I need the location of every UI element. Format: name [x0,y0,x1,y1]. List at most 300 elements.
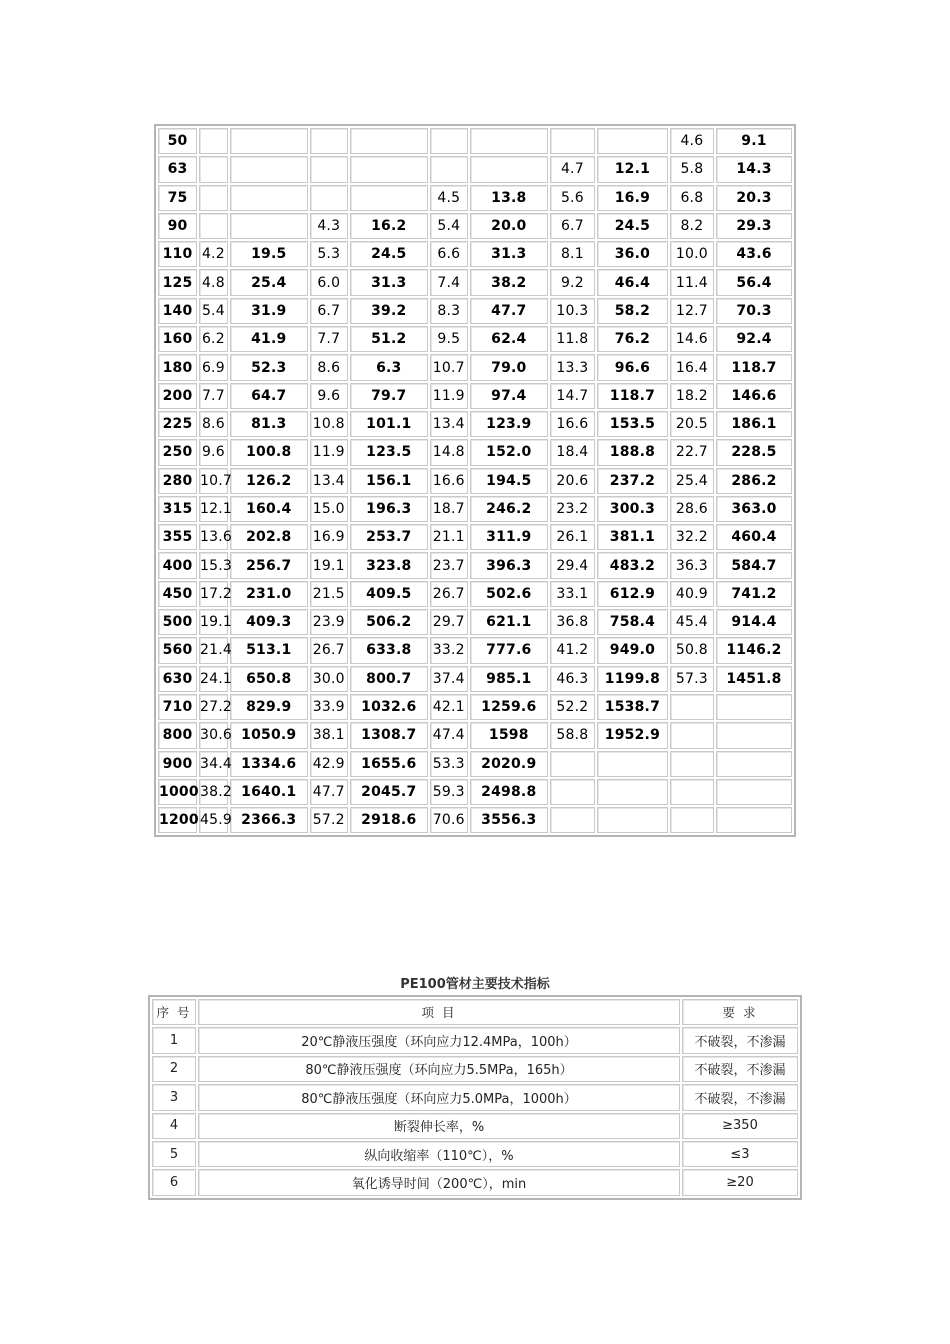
nominal-diameter-cell: 315 [158,496,197,522]
wall-thickness-cell: 10.7 [199,468,228,494]
wall-thickness-cell: 6.6 [430,241,468,267]
wall-thickness-cell: 7.4 [430,269,468,295]
weight-cell: 31.3 [350,269,428,295]
weight-cell: 56.4 [716,269,792,295]
weight-cell: 949.0 [597,637,668,663]
wall-thickness-cell: 9.6 [199,439,228,465]
weight-cell: 506.2 [350,609,428,635]
weight-cell: 79.0 [470,354,548,380]
nominal-diameter-cell: 63 [158,156,197,182]
weight-cell: 123.9 [470,411,548,437]
nominal-diameter-cell: 355 [158,524,197,550]
weight-cell: 1146.2 [716,637,792,663]
weight-cell: 650.8 [230,666,308,692]
weight-cell: 39.2 [350,298,428,324]
wall-thickness-cell: 5.4 [199,298,228,324]
wall-thickness-cell: 14.8 [430,439,468,465]
weight-cell: 160.4 [230,496,308,522]
weight-cell: 2918.6 [350,807,428,833]
weight-cell: 1050.9 [230,722,308,748]
weight-cell [230,213,308,239]
requirement-cell: 不破裂，不渗漏 [682,1084,798,1110]
table-row [158,722,792,748]
weight-cell [230,185,308,211]
wall-thickness-cell: 10.8 [310,411,348,437]
wall-thickness-cell: 5.4 [430,213,468,239]
table-row [158,609,792,635]
wall-thickness-cell: 47.7 [310,779,348,805]
wall-thickness-cell: 6.8 [670,185,714,211]
weight-cell: 584.7 [716,552,792,578]
weight-cell: 409.5 [350,581,428,607]
table-row [152,1141,798,1167]
table-row [158,383,792,409]
header-item: 项 目 [198,999,680,1025]
weight-cell: 152.0 [470,439,548,465]
weight-cell: 1308.7 [350,722,428,748]
table-row [158,269,792,295]
tech-spec-title: PE100管材主要技术指标 [400,977,550,992]
wall-thickness-cell: 17.2 [199,581,228,607]
weight-cell: 24.5 [597,213,668,239]
weight-cell: 29.3 [716,213,792,239]
table-row [158,637,792,663]
table-row [158,411,792,437]
nominal-diameter-cell: 1200 [158,807,197,833]
weight-cell: 12.1 [597,156,668,182]
weight-cell: 16.2 [350,213,428,239]
requirement-cell: 不破裂，不渗漏 [682,1056,798,1082]
weight-cell: 81.3 [230,411,308,437]
weight-cell [350,128,428,154]
wall-thickness-cell: 30.0 [310,666,348,692]
wall-thickness-cell: 15.3 [199,552,228,578]
wall-thickness-cell [670,807,714,833]
weight-cell: 194.5 [470,468,548,494]
wall-thickness-cell [550,751,595,777]
wall-thickness-cell: 34.4 [199,751,228,777]
weight-cell: 19.5 [230,241,308,267]
wall-thickness-cell: 12.1 [199,496,228,522]
table-row [152,1084,798,1110]
table-row [158,326,792,352]
wall-thickness-cell: 4.2 [199,241,228,267]
weight-cell: 460.4 [716,524,792,550]
weight-cell [597,779,668,805]
weight-cell: 1032.6 [350,694,428,720]
wall-thickness-cell: 16.6 [430,468,468,494]
weight-cell: 43.6 [716,241,792,267]
wall-thickness-cell: 13.4 [310,468,348,494]
weight-cell: 36.0 [597,241,668,267]
weight-cell: 246.2 [470,496,548,522]
wall-thickness-cell [310,156,348,182]
wall-thickness-cell [430,128,468,154]
weight-cell: 300.3 [597,496,668,522]
table-row [158,128,792,154]
requirement-cell: ≤3 [682,1141,798,1167]
wall-thickness-cell [670,722,714,748]
nominal-diameter-cell: 125 [158,269,197,295]
wall-thickness-cell: 38.2 [199,779,228,805]
wall-thickness-cell: 11.9 [430,383,468,409]
weight-cell: 1538.7 [597,694,668,720]
weight-cell [597,807,668,833]
weight-cell: 20.0 [470,213,548,239]
weight-cell: 6.3 [350,354,428,380]
wall-thickness-cell: 6.7 [550,213,595,239]
wall-thickness-cell: 4.6 [670,128,714,154]
weight-cell: 758.4 [597,609,668,635]
weight-cell: 38.2 [470,269,548,295]
wall-thickness-cell [199,128,228,154]
nominal-diameter-cell: 710 [158,694,197,720]
wall-thickness-cell [430,156,468,182]
weight-cell: 100.8 [230,439,308,465]
weight-cell: 800.7 [350,666,428,692]
wall-thickness-cell: 32.2 [670,524,714,550]
nominal-diameter-cell: 280 [158,468,197,494]
nominal-diameter-cell: 140 [158,298,197,324]
weight-cell: 231.0 [230,581,308,607]
table-row [158,439,792,465]
nominal-diameter-cell: 450 [158,581,197,607]
wall-thickness-cell: 59.3 [430,779,468,805]
weight-cell: 1199.8 [597,666,668,692]
weight-cell [230,128,308,154]
wall-thickness-cell: 6.9 [199,354,228,380]
wall-thickness-cell: 19.1 [310,552,348,578]
weight-cell: 97.4 [470,383,548,409]
wall-thickness-cell: 20.5 [670,411,714,437]
weight-cell: 2498.8 [470,779,548,805]
nominal-diameter-cell: 90 [158,213,197,239]
weight-cell [716,722,792,748]
wall-thickness-cell: 30.6 [199,722,228,748]
nominal-diameter-cell: 200 [158,383,197,409]
weight-cell: 1640.1 [230,779,308,805]
weight-cell: 741.2 [716,581,792,607]
table-row [158,694,792,720]
weight-cell: 123.5 [350,439,428,465]
wall-thickness-cell: 14.7 [550,383,595,409]
wall-thickness-cell: 26.7 [310,637,348,663]
weight-cell: 146.6 [716,383,792,409]
weight-cell: 363.0 [716,496,792,522]
weight-cell: 228.5 [716,439,792,465]
wall-thickness-cell: 12.7 [670,298,714,324]
table-row [158,185,792,211]
header-requirement: 要 求 [682,999,798,1025]
wall-thickness-cell [550,779,595,805]
wall-thickness-cell: 11.9 [310,439,348,465]
wall-thickness-cell: 10.0 [670,241,714,267]
weight-cell: 58.2 [597,298,668,324]
table-row [158,581,792,607]
weight-cell: 513.1 [230,637,308,663]
wall-thickness-cell: 6.2 [199,326,228,352]
wall-thickness-cell: 50.8 [670,637,714,663]
weight-cell [716,694,792,720]
nominal-diameter-cell: 400 [158,552,197,578]
tech-spec-table-body [152,1027,798,1195]
weight-cell: 483.2 [597,552,668,578]
table-row [152,1056,798,1082]
nominal-diameter-cell: 225 [158,411,197,437]
weight-cell: 31.3 [470,241,548,267]
wall-thickness-cell: 6.0 [310,269,348,295]
wall-thickness-cell: 5.6 [550,185,595,211]
nominal-diameter-cell: 1000 [158,779,197,805]
weight-cell: 41.9 [230,326,308,352]
wall-thickness-cell: 8.6 [199,411,228,437]
weight-cell: 396.3 [470,552,548,578]
weight-cell: 52.3 [230,354,308,380]
weight-cell: 777.6 [470,637,548,663]
weight-cell: 20.3 [716,185,792,211]
weight-cell: 1451.8 [716,666,792,692]
weight-cell: 202.8 [230,524,308,550]
wall-thickness-cell: 36.3 [670,552,714,578]
table-row [158,751,792,777]
nominal-diameter-cell: 75 [158,185,197,211]
wall-thickness-cell: 33.9 [310,694,348,720]
weight-cell: 118.7 [597,383,668,409]
weight-cell: 24.5 [350,241,428,267]
wall-thickness-cell [550,807,595,833]
wall-thickness-cell: 4.8 [199,269,228,295]
nominal-diameter-cell: 250 [158,439,197,465]
wall-thickness-cell: 18.4 [550,439,595,465]
weight-cell [716,779,792,805]
wall-thickness-cell: 46.3 [550,666,595,692]
weight-cell: 186.1 [716,411,792,437]
weight-cell: 914.4 [716,609,792,635]
weight-cell [716,751,792,777]
wall-thickness-cell: 40.9 [670,581,714,607]
wall-thickness-cell: 6.7 [310,298,348,324]
item-cell: 氧化诱导时间（200℃），min [198,1169,680,1195]
table-row [158,298,792,324]
table-row [152,1169,798,1195]
weight-cell: 237.2 [597,468,668,494]
requirement-cell: ≥350 [682,1113,798,1139]
wall-thickness-cell: 4.5 [430,185,468,211]
wall-thickness-cell: 42.9 [310,751,348,777]
wall-thickness-cell: 13.3 [550,354,595,380]
wall-thickness-cell: 53.3 [430,751,468,777]
weight-cell: 46.4 [597,269,668,295]
table-row [158,354,792,380]
weight-cell [597,128,668,154]
weight-cell: 409.3 [230,609,308,635]
weight-cell [470,128,548,154]
weight-cell: 51.2 [350,326,428,352]
weight-cell: 64.7 [230,383,308,409]
wall-thickness-cell [310,128,348,154]
wall-thickness-cell: 70.6 [430,807,468,833]
nominal-diameter-cell: 900 [158,751,197,777]
weight-cell: 311.9 [470,524,548,550]
table-row [152,1113,798,1139]
weight-cell: 256.7 [230,552,308,578]
wall-thickness-cell: 24.1 [199,666,228,692]
wall-thickness-cell: 33.1 [550,581,595,607]
wall-thickness-cell: 5.3 [310,241,348,267]
wall-thickness-cell: 8.2 [670,213,714,239]
weight-cell: 9.1 [716,128,792,154]
wall-thickness-cell: 41.2 [550,637,595,663]
wall-thickness-cell: 7.7 [310,326,348,352]
weight-cell: 62.4 [470,326,548,352]
item-cell: 断裂伸长率，% [198,1113,680,1139]
weight-cell: 153.5 [597,411,668,437]
weight-cell [230,156,308,182]
table-row [158,468,792,494]
wall-thickness-cell: 8.1 [550,241,595,267]
wall-thickness-cell: 21.1 [430,524,468,550]
nominal-diameter-cell: 560 [158,637,197,663]
weight-cell [716,807,792,833]
wall-thickness-cell: 33.2 [430,637,468,663]
weight-cell: 2366.3 [230,807,308,833]
wall-thickness-cell: 13.6 [199,524,228,550]
table-row [158,779,792,805]
wall-thickness-cell: 23.7 [430,552,468,578]
serial-cell: 1 [152,1027,196,1053]
wall-thickness-cell: 26.7 [430,581,468,607]
wall-thickness-cell: 19.1 [199,609,228,635]
tech-spec-header-row [152,999,798,1025]
wall-thickness-cell: 9.6 [310,383,348,409]
weight-cell: 92.4 [716,326,792,352]
wall-thickness-cell: 47.4 [430,722,468,748]
table-row [158,524,792,550]
weight-cell: 188.8 [597,439,668,465]
weight-cell: 1259.6 [470,694,548,720]
item-cell: 20℃静液压强度（环向应力12.4MPa，100h） [198,1027,680,1053]
wall-thickness-cell: 23.2 [550,496,595,522]
wall-thickness-cell: 8.6 [310,354,348,380]
table-row [158,666,792,692]
weight-cell: 25.4 [230,269,308,295]
wall-thickness-cell [199,156,228,182]
serial-cell: 2 [152,1056,196,1082]
wall-thickness-cell: 26.1 [550,524,595,550]
nominal-diameter-cell: 800 [158,722,197,748]
wall-thickness-cell [310,185,348,211]
wall-thickness-cell [199,213,228,239]
wall-thickness-cell: 11.8 [550,326,595,352]
wall-thickness-cell: 25.4 [670,468,714,494]
table-row [158,552,792,578]
wall-thickness-cell [670,779,714,805]
wall-thickness-cell: 10.7 [430,354,468,380]
item-cell: 80℃静液压强度（环向应力5.5MPa，165h） [198,1056,680,1082]
wall-thickness-cell: 52.2 [550,694,595,720]
weight-cell: 3556.3 [470,807,548,833]
nominal-diameter-cell: 160 [158,326,197,352]
wall-thickness-cell: 4.7 [550,156,595,182]
wall-thickness-cell: 23.9 [310,609,348,635]
wall-thickness-cell [550,128,595,154]
wall-thickness-cell: 10.3 [550,298,595,324]
weight-cell: 502.6 [470,581,548,607]
wall-thickness-cell: 21.4 [199,637,228,663]
wall-thickness-cell [670,694,714,720]
table-row [158,241,792,267]
item-cell: 80℃静液压强度（环向应力5.0MPa，1000h） [198,1084,680,1110]
serial-cell: 5 [152,1141,196,1167]
wall-thickness-cell: 37.4 [430,666,468,692]
wall-thickness-cell: 8.3 [430,298,468,324]
weight-cell: 14.3 [716,156,792,182]
wall-thickness-cell: 18.2 [670,383,714,409]
pipe-dimension-table [154,124,796,837]
weight-cell: 47.7 [470,298,548,324]
weight-cell: 101.1 [350,411,428,437]
table-row [158,807,792,833]
wall-thickness-cell: 16.6 [550,411,595,437]
wall-thickness-cell: 9.5 [430,326,468,352]
nominal-diameter-cell: 50 [158,128,197,154]
weight-cell: 612.9 [597,581,668,607]
wall-thickness-cell: 29.4 [550,552,595,578]
table-row [158,213,792,239]
wall-thickness-cell: 29.7 [430,609,468,635]
weight-cell: 118.7 [716,354,792,380]
pipe-dimension-table-body [158,128,792,833]
weight-cell: 829.9 [230,694,308,720]
wall-thickness-cell [670,751,714,777]
weight-cell: 286.2 [716,468,792,494]
requirement-cell: 不破裂，不渗漏 [682,1027,798,1053]
weight-cell: 621.1 [470,609,548,635]
weight-cell: 2045.7 [350,779,428,805]
serial-cell: 3 [152,1084,196,1110]
wall-thickness-cell: 18.7 [430,496,468,522]
wall-thickness-cell: 20.6 [550,468,595,494]
weight-cell: 1952.9 [597,722,668,748]
wall-thickness-cell: 16.9 [310,524,348,550]
weight-cell: 1655.6 [350,751,428,777]
wall-thickness-cell: 28.6 [670,496,714,522]
wall-thickness-cell: 38.1 [310,722,348,748]
nominal-diameter-cell: 180 [158,354,197,380]
table-row [158,156,792,182]
weight-cell: 381.1 [597,524,668,550]
weight-cell: 1334.6 [230,751,308,777]
requirement-cell: ≥20 [682,1169,798,1195]
weight-cell: 633.8 [350,637,428,663]
nominal-diameter-cell: 500 [158,609,197,635]
wall-thickness-cell: 4.3 [310,213,348,239]
header-serial: 序 号 [152,999,196,1025]
weight-cell [597,751,668,777]
serial-cell: 6 [152,1169,196,1195]
wall-thickness-cell: 14.6 [670,326,714,352]
wall-thickness-cell: 58.8 [550,722,595,748]
wall-thickness-cell: 13.4 [430,411,468,437]
wall-thickness-cell: 22.7 [670,439,714,465]
wall-thickness-cell: 9.2 [550,269,595,295]
weight-cell: 96.6 [597,354,668,380]
item-cell: 纵向收缩率（110℃），% [198,1141,680,1167]
wall-thickness-cell: 57.2 [310,807,348,833]
weight-cell: 253.7 [350,524,428,550]
nominal-diameter-cell: 110 [158,241,197,267]
weight-cell: 31.9 [230,298,308,324]
